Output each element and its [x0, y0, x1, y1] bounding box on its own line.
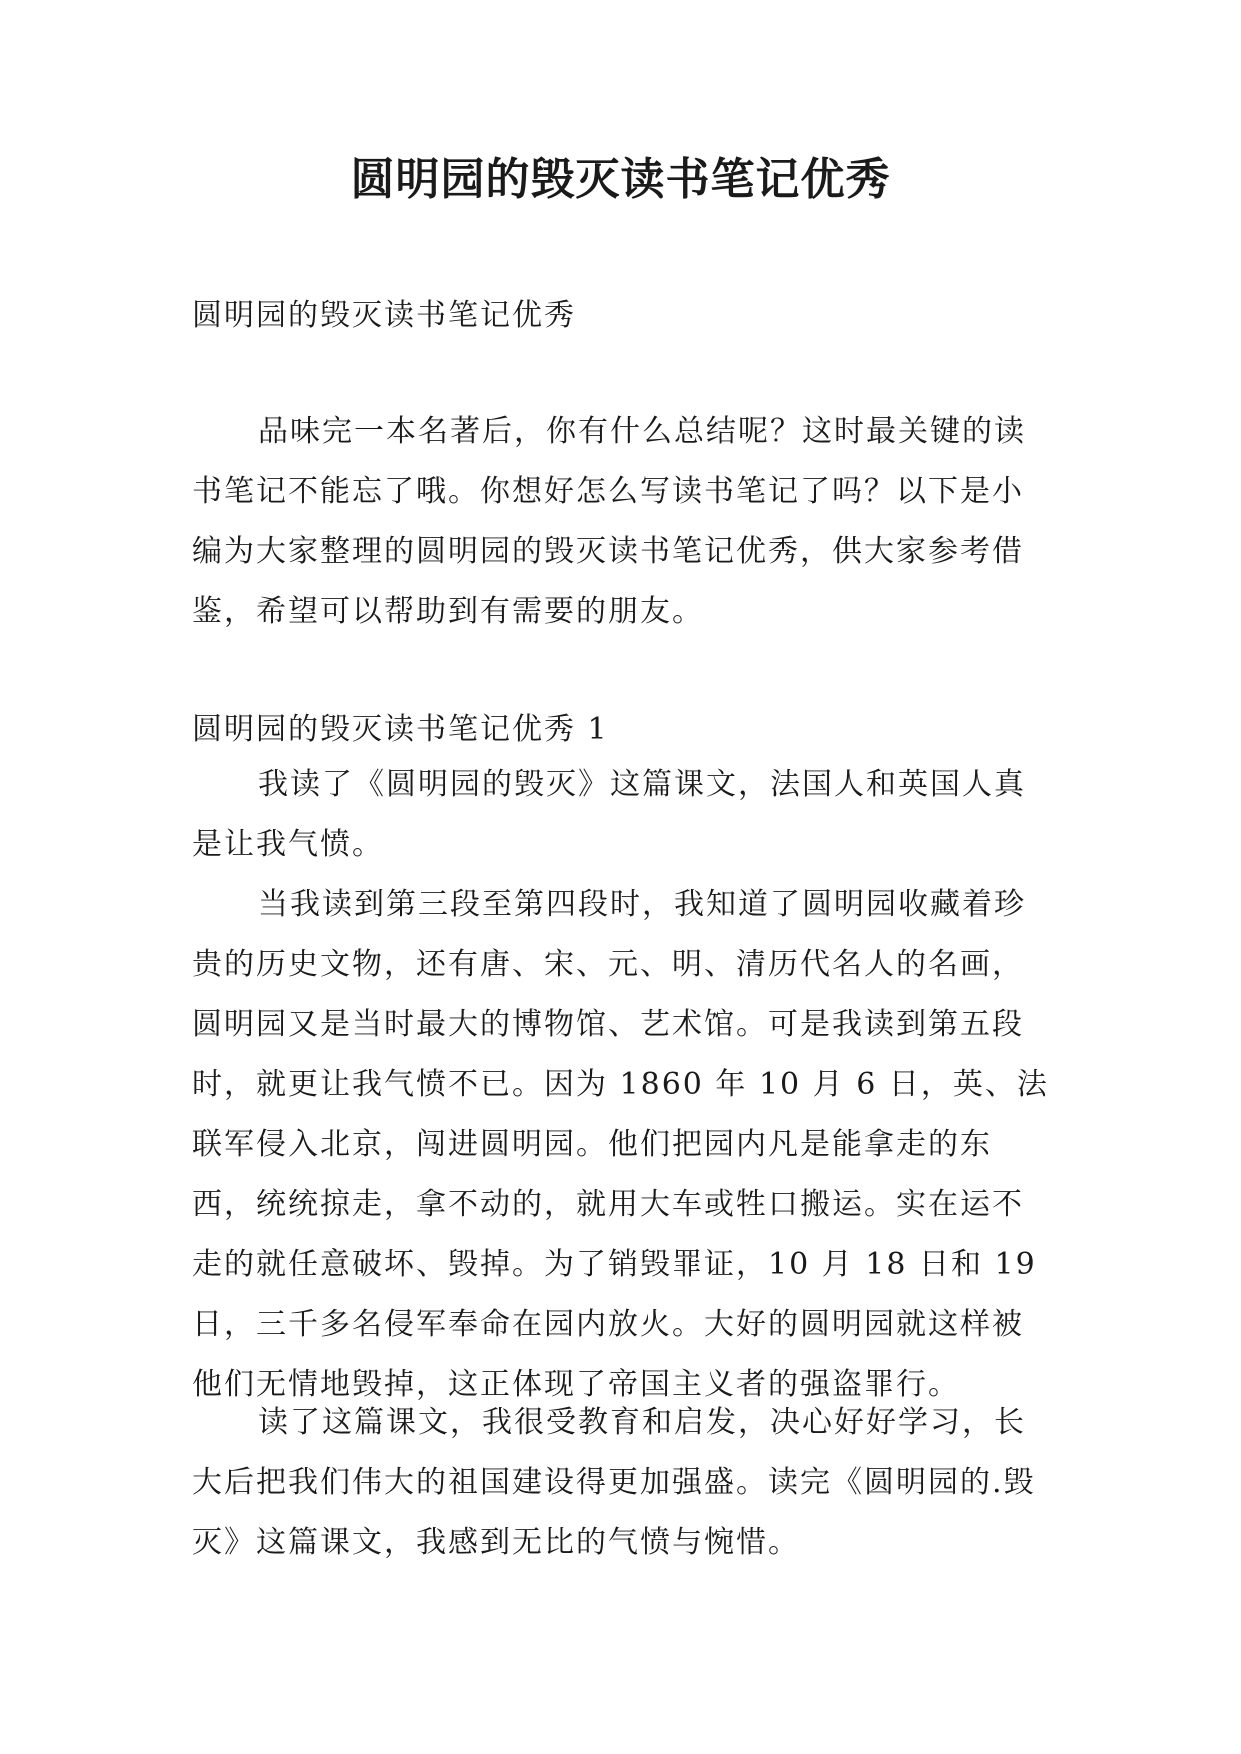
document-title: 圆明园的毁灭读书笔记优秀: [350, 154, 891, 205]
body-paragraph-1: 我读了《圆明园的毁灭》这篇课文，法国人和英国人真是让我气愤。: [192, 767, 1026, 862]
intro-paragraph: 品味完一本名著后，你有什么总结呢？这时最关键的读书笔记不能忘了哦。你想好怎么写读书笔记了吗？以下是小编为大家整理的圆明园的毁灭读书笔记优秀，供大家参考借鉴，希望可以帮助到有需要的朋友。: [192, 414, 1026, 629]
document-subtitle: 圆明园的毁灭读书笔记优秀: [192, 298, 576, 333]
section-heading: 圆明园的毁灭读书笔记优秀 1: [192, 712, 609, 747]
body-paragraph-3: 读了这篇课文，我很受教育和启发，决心好好学习，长大后把我们伟大的祖国建设得更加强盛。读完《圆明园的.毁灭》这篇课文，我感到无比的气愤与惋惜。: [192, 1405, 1036, 1560]
body-paragraph-2: 当我读到第三段至第四段时，我知道了圆明园收藏着珍贵的历史文物，还有唐、宋、元、明、清历代名人的名画，圆明园又是当时最大的博物馆、艺术馆。可是我读到第五段时，就更让我气愤不已。因为 1860 年 10 月 6 日，英、法联军侵入北京，闯进圆明园。他们把园内凡是能拿走的东西，统统掠走，拿不动的，就用大车或牲口搬运。实在运不走的就任意破坏、毁掉。为了销毁罪证，10 月 18 日和 19 日，三千多名侵军奉命在园内放火。大好的圆明园就这样被他们无情地毁掉，这正体现了帝国主义者的强盗罪行。: [192, 887, 1049, 1402]
